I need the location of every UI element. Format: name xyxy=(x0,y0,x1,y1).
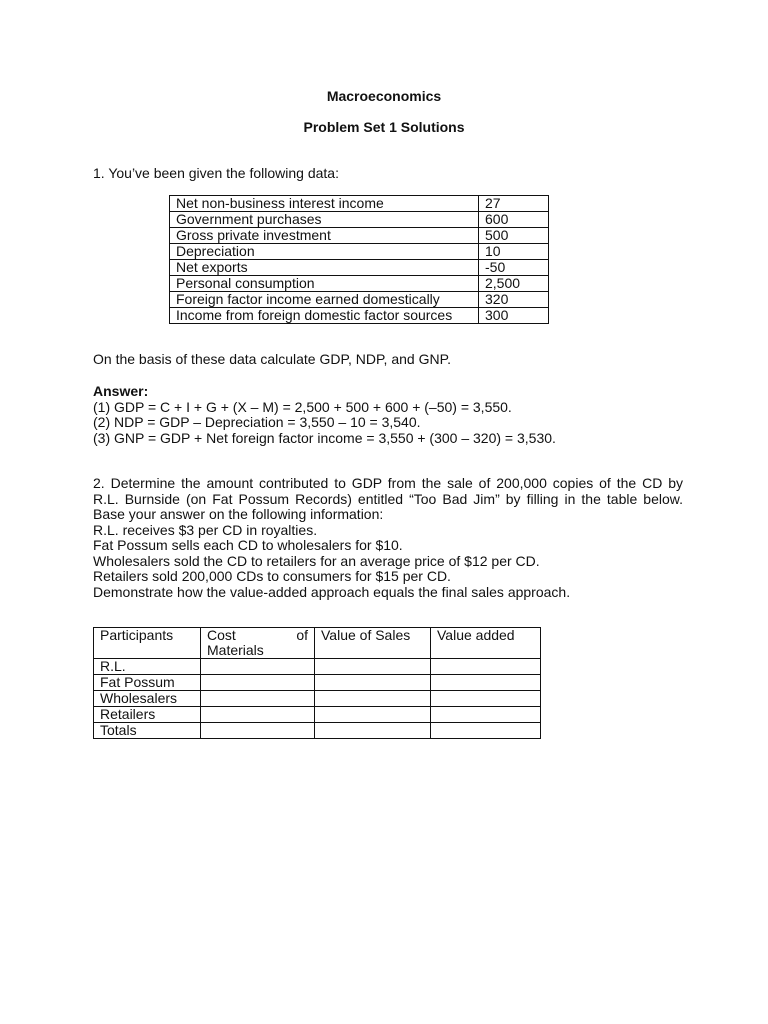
document-title: Macroeconomics xyxy=(326,88,442,104)
empty-cell[interactable] xyxy=(431,691,541,707)
answer-block xyxy=(93,384,683,446)
table-row xyxy=(170,276,549,292)
row-value: 500 xyxy=(479,228,549,244)
question-1-prompt: On the basis of these data calculate GDP, NDP, and GNP. xyxy=(93,351,451,367)
row-value: 320 xyxy=(479,292,549,308)
table-row xyxy=(170,292,549,308)
answer-gnp: (3) GNP = GDP + Net foreign factor income = 3,550 + (300 – 320) = 3,530. xyxy=(93,429,556,446)
answer-gdp: (1) GDP = C + I + G + (X – M) = 2,500 + 500 + 600 + (–50) = 3,550. xyxy=(93,398,512,415)
empty-cell[interactable] xyxy=(431,723,541,739)
row-value: 600 xyxy=(479,212,549,228)
row-value: -50 xyxy=(479,260,549,276)
row-label: Net non-business interest income xyxy=(170,196,479,212)
table-row xyxy=(94,707,541,723)
value-added-table xyxy=(93,627,541,739)
question-2-line: Demonstrate how the value-added approach equals the final sales approach. xyxy=(93,583,571,600)
header-value-added: Value added xyxy=(431,628,541,659)
document-subtitle: Problem Set 1 Solutions xyxy=(303,119,465,135)
empty-cell[interactable] xyxy=(315,723,431,739)
empty-cell[interactable] xyxy=(201,723,315,739)
empty-cell[interactable] xyxy=(315,675,431,691)
empty-cell[interactable] xyxy=(431,707,541,723)
participant-cell: Totals xyxy=(94,723,201,739)
table-row xyxy=(170,196,549,212)
table-row xyxy=(94,723,541,739)
data-table xyxy=(169,195,549,324)
answer-ndp: (2) NDP = GDP – Depreciation = 3,550 – 10 = 3,540. xyxy=(93,414,421,430)
participant-cell: R.L. xyxy=(94,659,201,675)
empty-cell[interactable] xyxy=(315,707,431,723)
row-label: Personal consumption xyxy=(170,276,479,292)
empty-cell[interactable] xyxy=(201,707,315,723)
row-value: 2,500 xyxy=(479,276,549,292)
header-of-word: of xyxy=(296,627,308,643)
table-header-row xyxy=(94,628,541,659)
header-cost-of-materials xyxy=(201,628,315,659)
empty-cell[interactable] xyxy=(315,659,431,675)
header-value-of-sales: Value of Sales xyxy=(315,628,431,659)
row-label: Foreign factor income earned domestically xyxy=(170,292,479,308)
row-label: Income from foreign domestic factor sources xyxy=(170,308,479,324)
row-label: Gross private investment xyxy=(170,228,479,244)
row-label: Depreciation xyxy=(170,244,479,260)
question-1-intro: 1. You’ve been given the following data: xyxy=(93,165,339,181)
question-2-line: Retailers sold 200,000 CDs to consumers for $15 per CD. xyxy=(93,568,451,584)
question-2-text xyxy=(93,476,683,600)
table-row xyxy=(170,212,549,228)
participant-cell: Fat Possum xyxy=(94,675,201,691)
row-value: 10 xyxy=(479,244,549,260)
table-row xyxy=(170,244,549,260)
table-row xyxy=(94,675,541,691)
question-2-line: R.L. receives $3 per CD in royalties. xyxy=(93,521,318,538)
question-2-line: Base your answer on the following information: xyxy=(93,506,384,522)
header-participants: Participants xyxy=(94,628,201,659)
header-materials-word: Materials xyxy=(207,642,264,658)
question-2-line: R.L. Burnside (on Fat Possum Records) entitled “Too Bad Jim” by filling in the table below. xyxy=(93,490,683,507)
row-value: 27 xyxy=(479,196,549,212)
empty-cell[interactable] xyxy=(315,691,431,707)
empty-cell[interactable] xyxy=(201,659,315,675)
question-2-line: Wholesalers sold the CD to retailers for an average price of $12 per CD. xyxy=(93,552,540,569)
row-label: Government purchases xyxy=(170,212,479,228)
answer-label: Answer: xyxy=(93,383,149,399)
empty-cell[interactable] xyxy=(431,675,541,691)
header-cost-word: Cost xyxy=(207,627,236,643)
table-row xyxy=(94,691,541,707)
empty-cell[interactable] xyxy=(431,659,541,675)
question-2-line: Fat Possum sells each CD to wholesalers for $10. xyxy=(93,537,403,553)
participant-cell: Retailers xyxy=(94,707,201,723)
table-row xyxy=(170,308,549,324)
empty-cell[interactable] xyxy=(201,675,315,691)
table-row xyxy=(94,659,541,675)
row-value: 300 xyxy=(479,308,549,324)
row-label: Net exports xyxy=(170,260,479,276)
table-row xyxy=(170,260,549,276)
empty-cell[interactable] xyxy=(201,691,315,707)
participant-cell: Wholesalers xyxy=(94,691,201,707)
table-row xyxy=(170,228,549,244)
question-2-line: 2. Determine the amount contributed to GDP from the sale of 200,000 copies of the CD by xyxy=(93,475,683,491)
